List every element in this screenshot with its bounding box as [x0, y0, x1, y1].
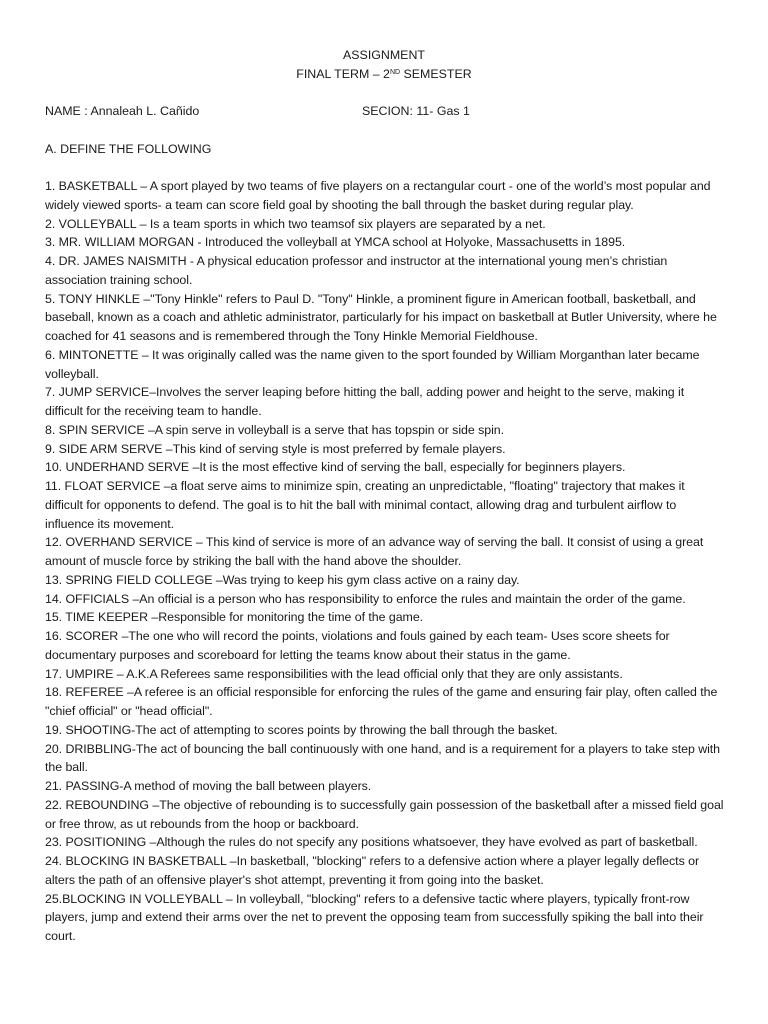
definition-item: 12. OVERHAND SERVICE – This kind of service is more of an advance way of serving the ball. It consist of using a great amount of muscle force by striking the ball with the hand above the shoulder. — [45, 535, 704, 568]
definition-item: 10. UNDERHAND SERVE –It is the most effective kind of serving the ball, especially for beginners players. — [45, 460, 626, 475]
definition-item: 9. SIDE ARM SERVE –This kind of serving style is most preferred by female players. — [45, 441, 506, 456]
student-section: SECION: 11- Gas 1 — [362, 104, 470, 118]
definition-item: 4. DR. JAMES NAISMITH - A physical education professor and instructor at the international young men’s christian association training school. — [45, 254, 668, 287]
definition-item: 11. FLOAT SERVICE –a float serve aims to minimize spin, creating an unpredictable, "floating" trajectory that makes it difficult for opponents to defend. The goal is to hit the ball with minimal contact, allowing drag and turbulent airflow to influence its movement. — [45, 479, 685, 531]
definition-item: 1. BASKETBALL – A sport played by two teams of five players on a rectangular court - one of the world’s most popular and widely viewed sports- a team can score field goal by shooting the ball through the basket during regular play. — [45, 179, 711, 212]
subtitle-ordinal: ND — [389, 69, 401, 76]
definition-item: 7. JUMP SERVICE–Involves the server leaping before hitting the ball, adding power and height to the serve, making it difficult for the receiving team to handle. — [45, 385, 685, 418]
definition-item: 17. UMPIRE – A.K.A Referees same responsibilities with the lead official only that they are only assistants. — [45, 666, 623, 681]
definition-item: 5. TONY HINKLE –"Tony Hinkle" refers to Paul D. "Tony" Hinkle, a prominent figure in American football, basketball, and baseball, known as a coach and athletic administrator, particularly for his impact on basketball at Butler University, where he coached for 41 seasons and is remembered through the Tony Hinkle Memorial Fieldhouse. — [45, 291, 717, 343]
definition-item: 14. OFFICIALS –An official is a person who has responsibility to enforce the rules and maintain the order of the game. — [45, 591, 686, 606]
definition-item: 8. SPIN SERVICE –A spin serve in volleyball is a serve that has topspin or side spin. — [45, 422, 505, 437]
student-name: NAME : Annaleah L. Cañido — [45, 104, 200, 118]
definition-list — [45, 177, 725, 946]
definition-item: 2. VOLLEYBALL – Is a team sports in which two teamsof six players are separated by a net. — [45, 216, 546, 231]
assignment-title: ASSIGNMENT — [343, 48, 425, 62]
definition-item: 15. TIME KEEPER –Responsible for monitoring the time of the game. — [45, 610, 424, 625]
subtitle-prefix: FINAL TERM – 2 — [296, 67, 390, 81]
definition-item: 19. SHOOTING-The act of attempting to scores points by throwing the ball through the basket. — [45, 722, 558, 737]
definition-item: 25.BLOCKING IN VOLLEYBALL – In volleyball, "blocking" refers to a defensive tactic where players, typically front-row players, jump and extend their arms over the net to prevent the opposing team from successfully spiking the ball into their court. — [45, 891, 704, 943]
definition-item: 6. MINTONETTE – It was originally called was the name given to the sport founded by William Morganthan later became volleyball. — [45, 347, 700, 381]
term-subtitle — [0, 65, 768, 84]
definition-item: 23. POSITIONING –Although the rules do not specify any positions whatsoever, they have evolved as part of basketball. — [45, 835, 698, 850]
definition-item: 13. SPRING FIELD COLLEGE –Was trying to keep his gym class active on a rainy day. — [45, 572, 520, 587]
definition-item: 22. REBOUNDING –The objective of rebounding is to successfully gain possession of the basketball after a missed field goal or free throw, as ut rebounds from the hoop or backboard. — [45, 797, 724, 831]
definition-item: 21. PASSING-A method of moving the ball between players. — [45, 779, 372, 793]
subtitle-suffix: SEMESTER — [400, 67, 472, 81]
definition-item: 3. MR. WILLIAM MORGAN - Introduced the volleyball at YMCA school at Holyoke, Massachusetts in 1895. — [45, 235, 626, 250]
definition-item: 24. BLOCKING IN BASKETBALL –In basketball, "blocking" refers to a defensive action where a player legally deflects or alters the path of an offensive player's shot attempt, preventing it from going into the basket. — [45, 854, 700, 887]
definition-item: 16. SCORER –The one who will record the points, violations and fouls gained by each team- Uses score sheets for documentary purposes and scoreboard for letting the teams know about their status in the game. — [45, 629, 670, 662]
part-a-heading: A. DEFINE THE FOLLOWING — [45, 142, 212, 156]
definition-item: 20. DRIBBLING-The act of bouncing the ball continuously with one hand, and is a requirement for a players to take step with the ball. — [45, 741, 721, 775]
definition-item: 18. REFEREE –A referee is an official responsible for enforcing the rules of the game and ensuring fair play, often called the "chief official" or "head official". — [45, 685, 718, 718]
